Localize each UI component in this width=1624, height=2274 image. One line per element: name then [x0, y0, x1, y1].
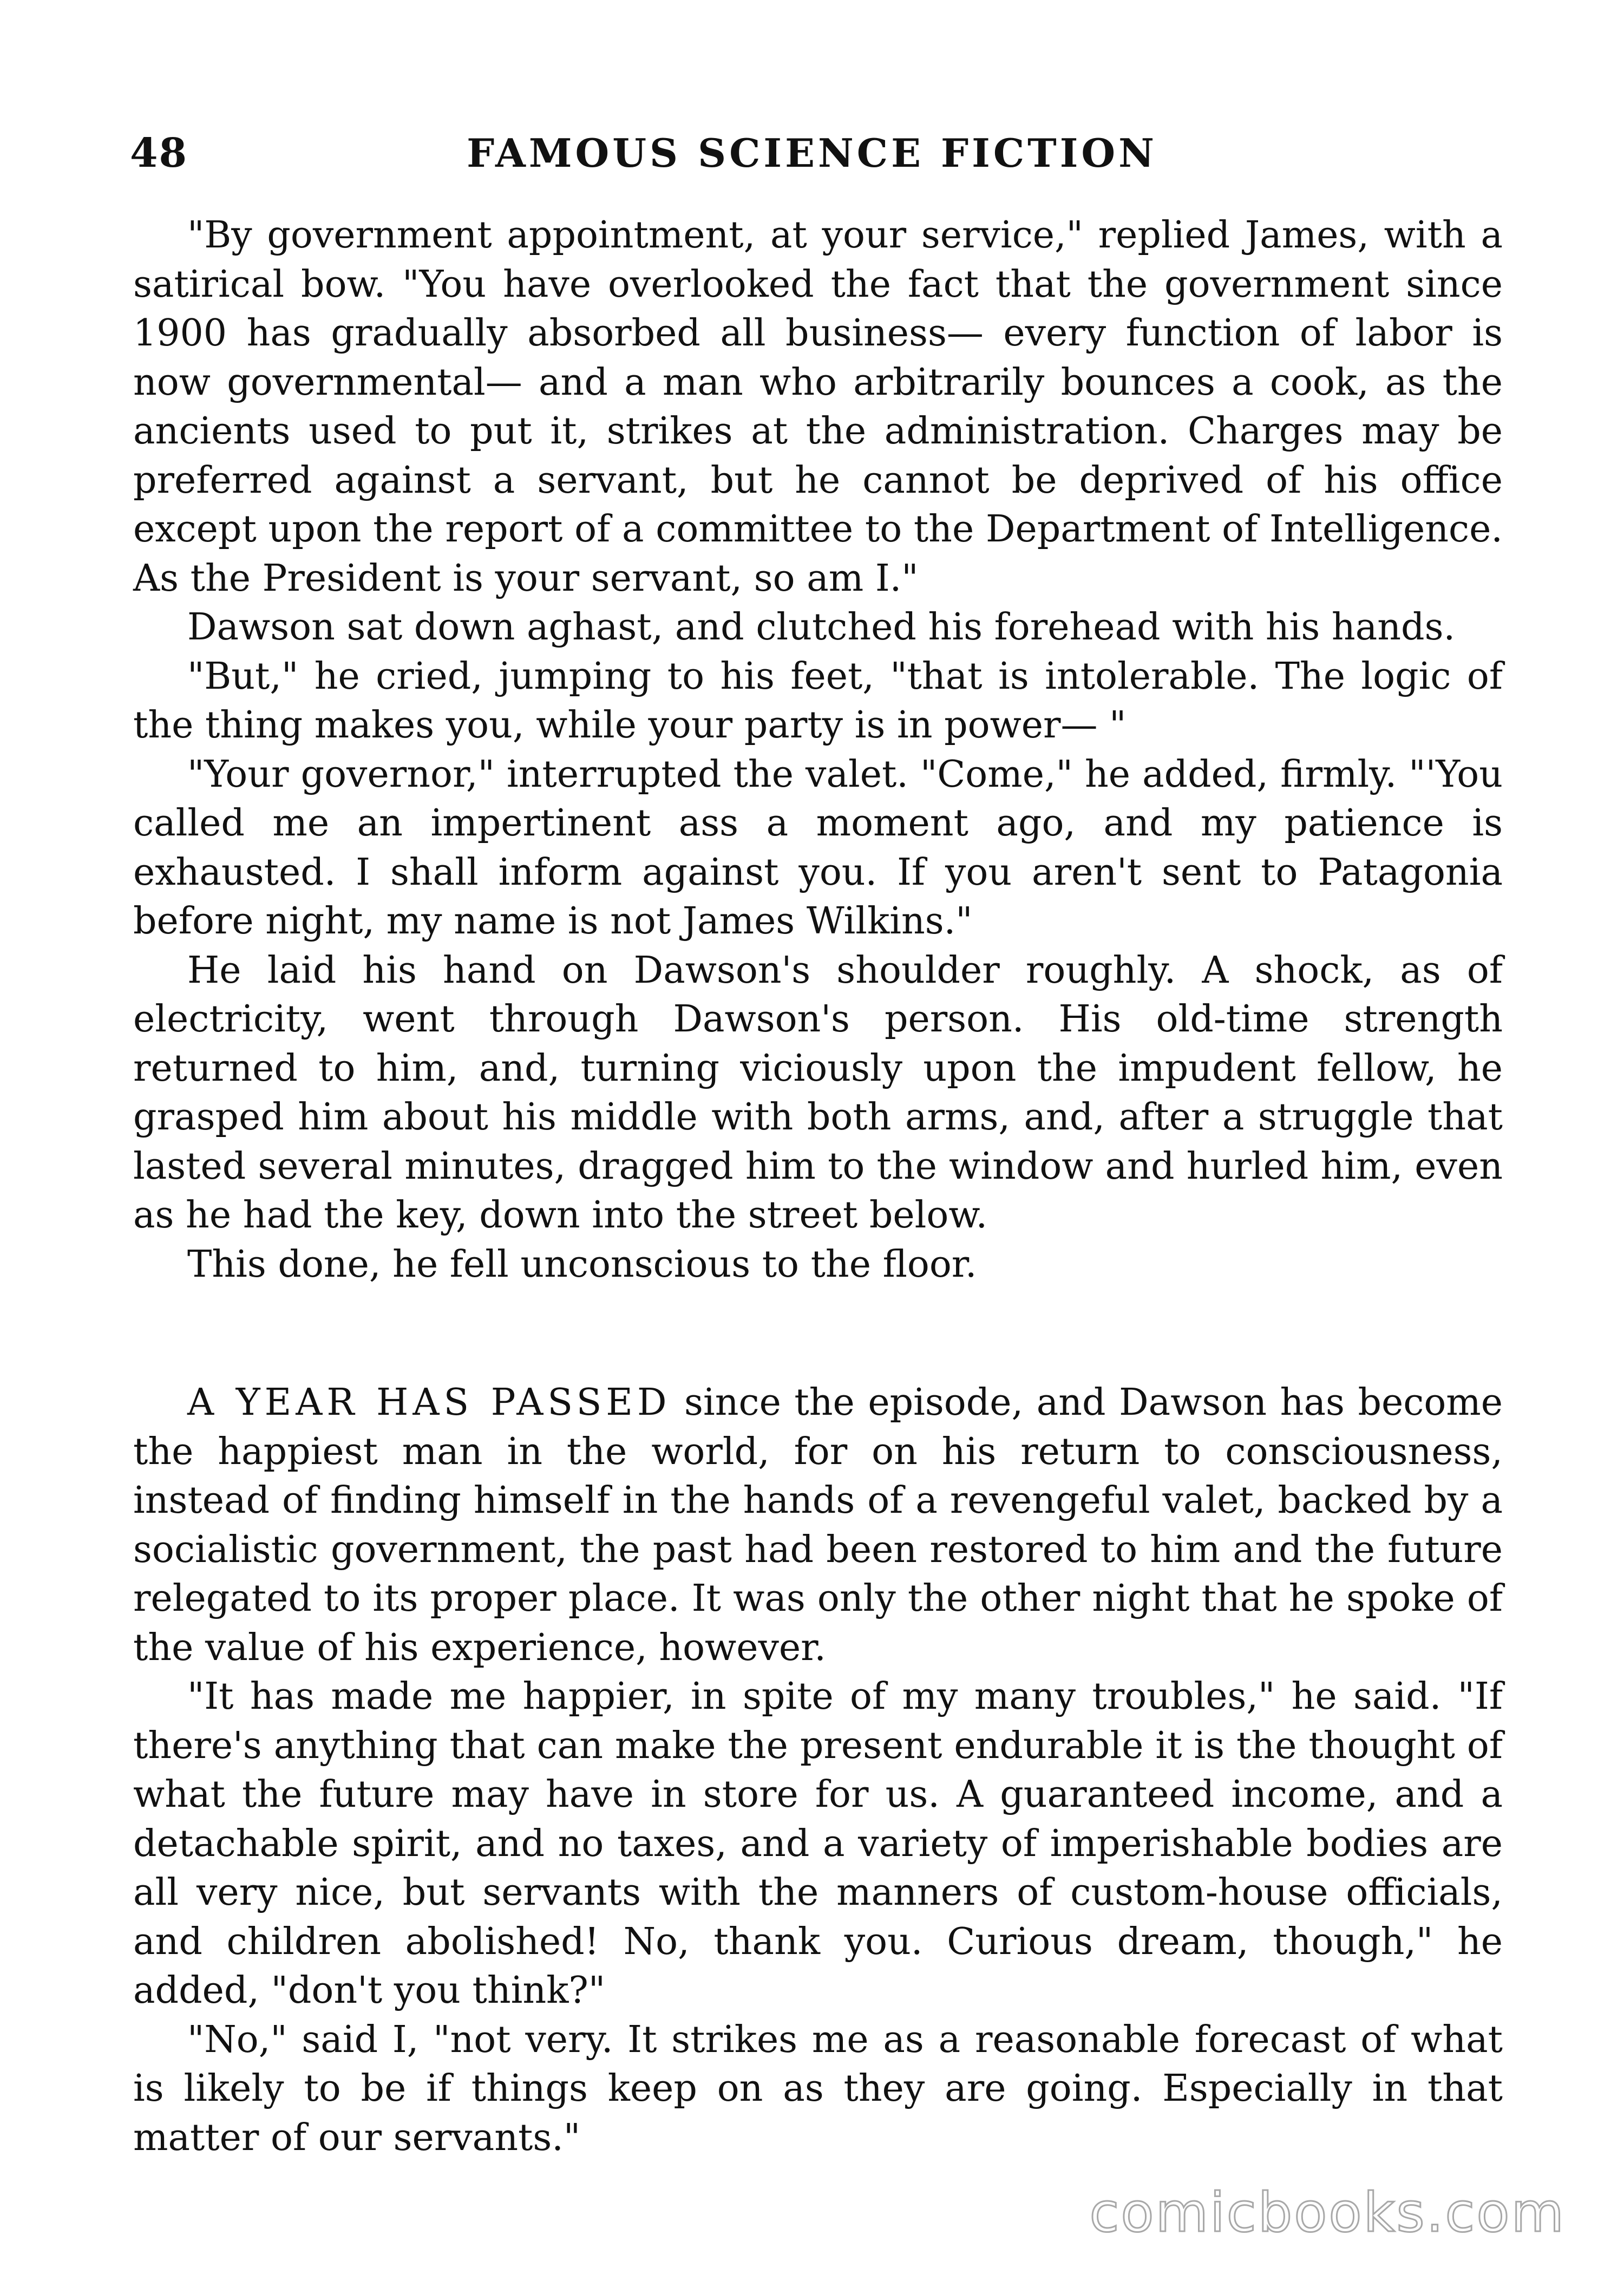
paragraph: "Your governor," interrupted the valet. "Come," he added, firmly. "'You called me an impertinent ass a moment ago, and my patience is exhausted. I shall inform against you. If you aren't sent to Patagonia before night, my name is not James Wilkins.": [133, 753, 1503, 943]
running-title: FAMOUS SCIENCE FICTION: [467, 130, 1157, 176]
paragraph: This done, he fell unconscious to the floor.: [187, 1243, 977, 1286]
paragraph: "It has made me happier, in spite of my many troubles," he said. "If there's anything that can make the present endurable it is the thought of what the future may have in store for us. A guaranteed income, and a detachable spirit, and no taxes, and a variety of imperishable bodies are all very nice, but servants with the manners of custom-house officials, and children abolished! No, thank you. Curious dream, though," he added, "don't you think?": [133, 1675, 1503, 2012]
page-number: 48: [130, 130, 188, 177]
section-opening-text: since the episode, and Dawson has become the happiest man in the world, for on his return to consciousness, instead of finding himself in the hands of a revengeful valet, backed by a socialistic government, the past had been restored to him and the future relegated to its proper place. It was only the other night that he spoke of the value of his experience, however.: [133, 1381, 1503, 1669]
paragraph: "But," he cried, jumping to his feet, "that is intolerable. The logic of the thing makes you, while your party is in power— ": [133, 655, 1503, 747]
section-opening-paragraph: [133, 1378, 1503, 1672]
paragraph: He laid his hand on Dawson's shoulder roughly. A shock, as of electricity, went through Dawson's person. His old-time strength returned to him, and, turning viciously upon the impudent fellow, he grasped him about his middle with both arms, and, after a struggle that lasted several minutes, dragged him to the window and hurled him, even as he had the key, down into the street below.: [133, 949, 1503, 1237]
watermark: comicbooks.com: [1089, 2181, 1566, 2244]
section-lead-in: A YEAR HAS PASSED: [187, 1381, 671, 1424]
paragraph: "No," said I, "not very. It strikes me as a reasonable forecast of what is likely to be if things keep on as they are going. Especially in that matter of our servants.": [133, 2018, 1503, 2159]
paragraph: Dawson sat down aghast, and clutched his forehead with his hands.: [187, 606, 1456, 649]
section-break: [133, 1289, 1503, 1378]
paragraph: "By government appointment, at your service," replied James, with a satirical bow. "You have overlooked the fact that the government since 1900 has gradually absorbed all business— every function of labor is now governmental— and a man who arbitrarily bounces a cook, as the ancients used to put it, strikes at the administration. Charges may be preferred against a servant, but he cannot be deprived of his office except upon the report of a committee to the Department of Intelligence. As the President is your servant, so am I.": [133, 214, 1503, 600]
page-header: [130, 130, 1494, 195]
body-text: [133, 211, 1503, 2162]
